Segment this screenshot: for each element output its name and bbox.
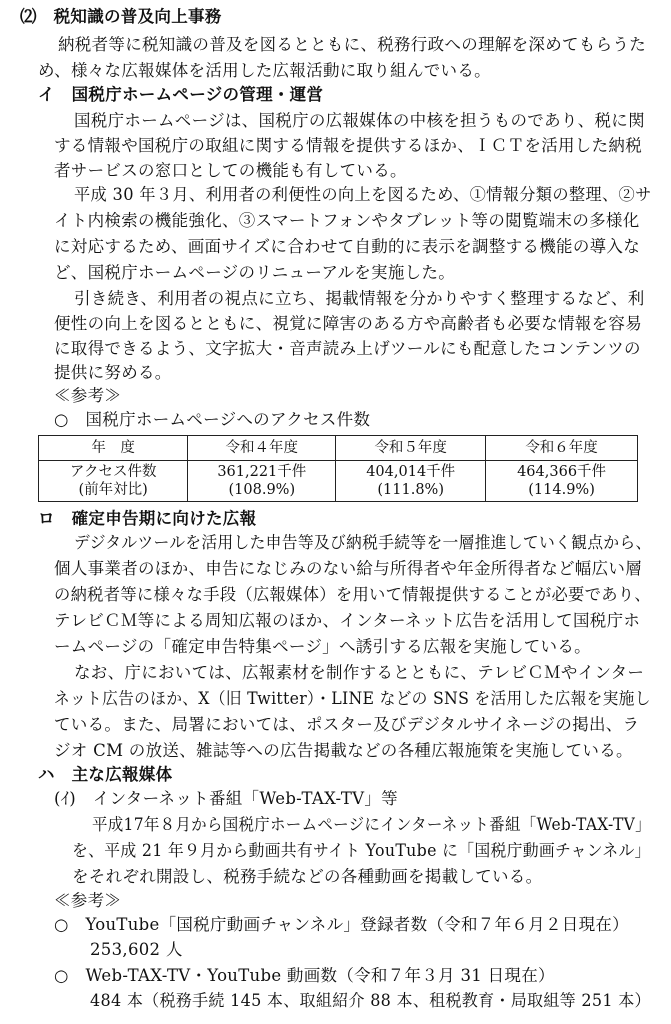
table-cell [486,461,638,502]
row-label-line: アクセス件数 [69,464,157,480]
table-header-cell: 令和４年度 [188,436,336,461]
sub-ro-p1-line: の納税者等に様々な手段（広報媒体）を用いて情報提供することが必要であり、 [54,585,651,604]
reference-label: ≪参考≫ [54,386,122,405]
sub-ro-p2-line: なお、庁においては、広報素材を制作するとともに、テレビＣＭやインター [74,663,645,682]
cell-count: 464,366千件 [517,464,607,480]
table-row-label [39,461,188,502]
sub-i-p2-line: に対応するため、画面サイズに合わせて自動的に表示を調整する機能の導入な [54,237,641,256]
access-count-table [38,435,638,502]
sub-ha-heading: ハ 主な広報媒体 [38,765,173,784]
sub-i-p1-line: 者サービスの窓口としての機能も有している。 [54,161,407,180]
sub-i-p2-line: ど、国税庁ホームページのリニューアルを実施した。 [54,263,456,282]
reference-item: ○ Web-TAX-TV・YouTube 動画数（令和７年３月 31 日現在） [54,966,555,985]
sub-i-p1-line: する情報や国税庁の取組に関する情報を提供するほか、ＩＣＴを活用した納税 [54,136,642,155]
table-header-cell: 年 度 [39,436,188,461]
sub-ro-heading: ロ 確定申告期に向けた広報 [38,509,257,528]
sub-i-p2-line: 平成 30 年３月、利用者の利便性の向上を図るため、①情報分類の整理、②サ [74,185,652,204]
sub-i-p2-line: イト内検索の機能強化、③スマートフォンやタブレット等の閲覧端末の多様化 [54,211,640,230]
sub-i-p3-line: 便性の向上を図るとともに、視覚に障害のある方や高齢者も必要な情報を容易 [54,314,642,333]
cell-ratio: (108.9%) [228,482,296,498]
reference-value: 484 本（税務手続 145 本、取組紹介 88 本、租税教育・局取組等 251 本） [90,991,651,1010]
reference-item: ○ YouTube「国税庁動画チャンネル」登録者数（令和７年６月２日現在） [54,915,629,934]
section-heading: ⑵ 税知識の普及向上事務 [20,7,222,26]
table-cell [336,461,486,502]
table-header-row [39,436,638,461]
sub-ro-p1-line: ームページの「確定申告特集ページ」へ誘引する広報を実施している。 [54,637,591,656]
intro-line-1: 納税者等に税知識の普及を図るとともに、税務行政への理解を深めてもらうた [58,35,646,54]
sub-i-p3-line: 提供に努める。 [54,363,172,382]
sub-ha-p1-line: を、平成 21 年９月から動画共有サイト YouTube に「国税庁動画チャンネル」 [72,841,651,860]
sub-ha-p1-line: をそれぞれ開設し、税務手続などの各種動画を掲載している。 [72,867,543,886]
sub-ro-p1-line: テレビＣＭ等による周知広報のほか、インターネット広告を活用して国税庁ホ [54,611,641,630]
reference-label: ≪参考≫ [54,891,122,910]
sub-i-p1-line: 国税庁ホームページは、国税庁の広報媒体の中核を担うものであり、税に関 [74,111,645,130]
table-cell [188,461,336,502]
cell-ratio: (111.8%) [377,482,444,498]
sub-i-p3-line: 引き続き、利用者の視点に立ち、掲載情報を分かりやすく整理するなど、利 [74,289,645,308]
table-header-cell: 令和５年度 [336,436,486,461]
sub-ha-p1-line: 平成17年８月から国税庁ホームページにインターネット番組「Web-TAX-TV」 [92,815,651,834]
row-label-line: (前年対比) [78,482,148,498]
sub-i-p3-line: に取得できるよう、文字拡大・音声読み上げツールにも配意したコンテンツの [54,339,641,358]
table-row [39,461,638,502]
sub-ro-p2-line: ジオ CM の放送、雑誌等への広告掲載などの各種広報施策を実施している。 [54,741,633,760]
reference-item: ○ 国税庁ホームページへのアクセス件数 [54,410,371,429]
sub-ro-p1-line: 個人事業者のほか、申告になじみのない給与所得者や年金所得者など幅広い層 [54,559,642,578]
sub-ro-p2-line: ネット広告のほか、X（旧 Twitter）・LINE などの SNS を活用した広報を実施し [54,689,651,708]
sub-i-heading: イ 国税庁ホームページの管理・運営 [38,85,324,104]
cell-ratio: (114.9%) [528,482,595,498]
sub-ha-item-heading: (ｲ) インターネット番組「Web-TAX-TV」等 [54,789,398,808]
intro-line-2: め、様々な広報媒体を活用した広報活動に取り組んでいる。 [38,61,491,80]
sub-ro-p2-line: ている。また、局署においては、ポスター及びデジタルサイネージの掲出、ラ [54,715,640,734]
cell-count: 361,221千件 [217,464,307,480]
sub-ro-p1-line: デジタルツールを活用した申告等及び納税手続等を一層推進していく観点から、 [74,533,652,552]
reference-value: 253,602 人 [90,940,183,959]
table-header-cell: 令和６年度 [486,436,638,461]
cell-count: 404,014千件 [366,464,456,480]
